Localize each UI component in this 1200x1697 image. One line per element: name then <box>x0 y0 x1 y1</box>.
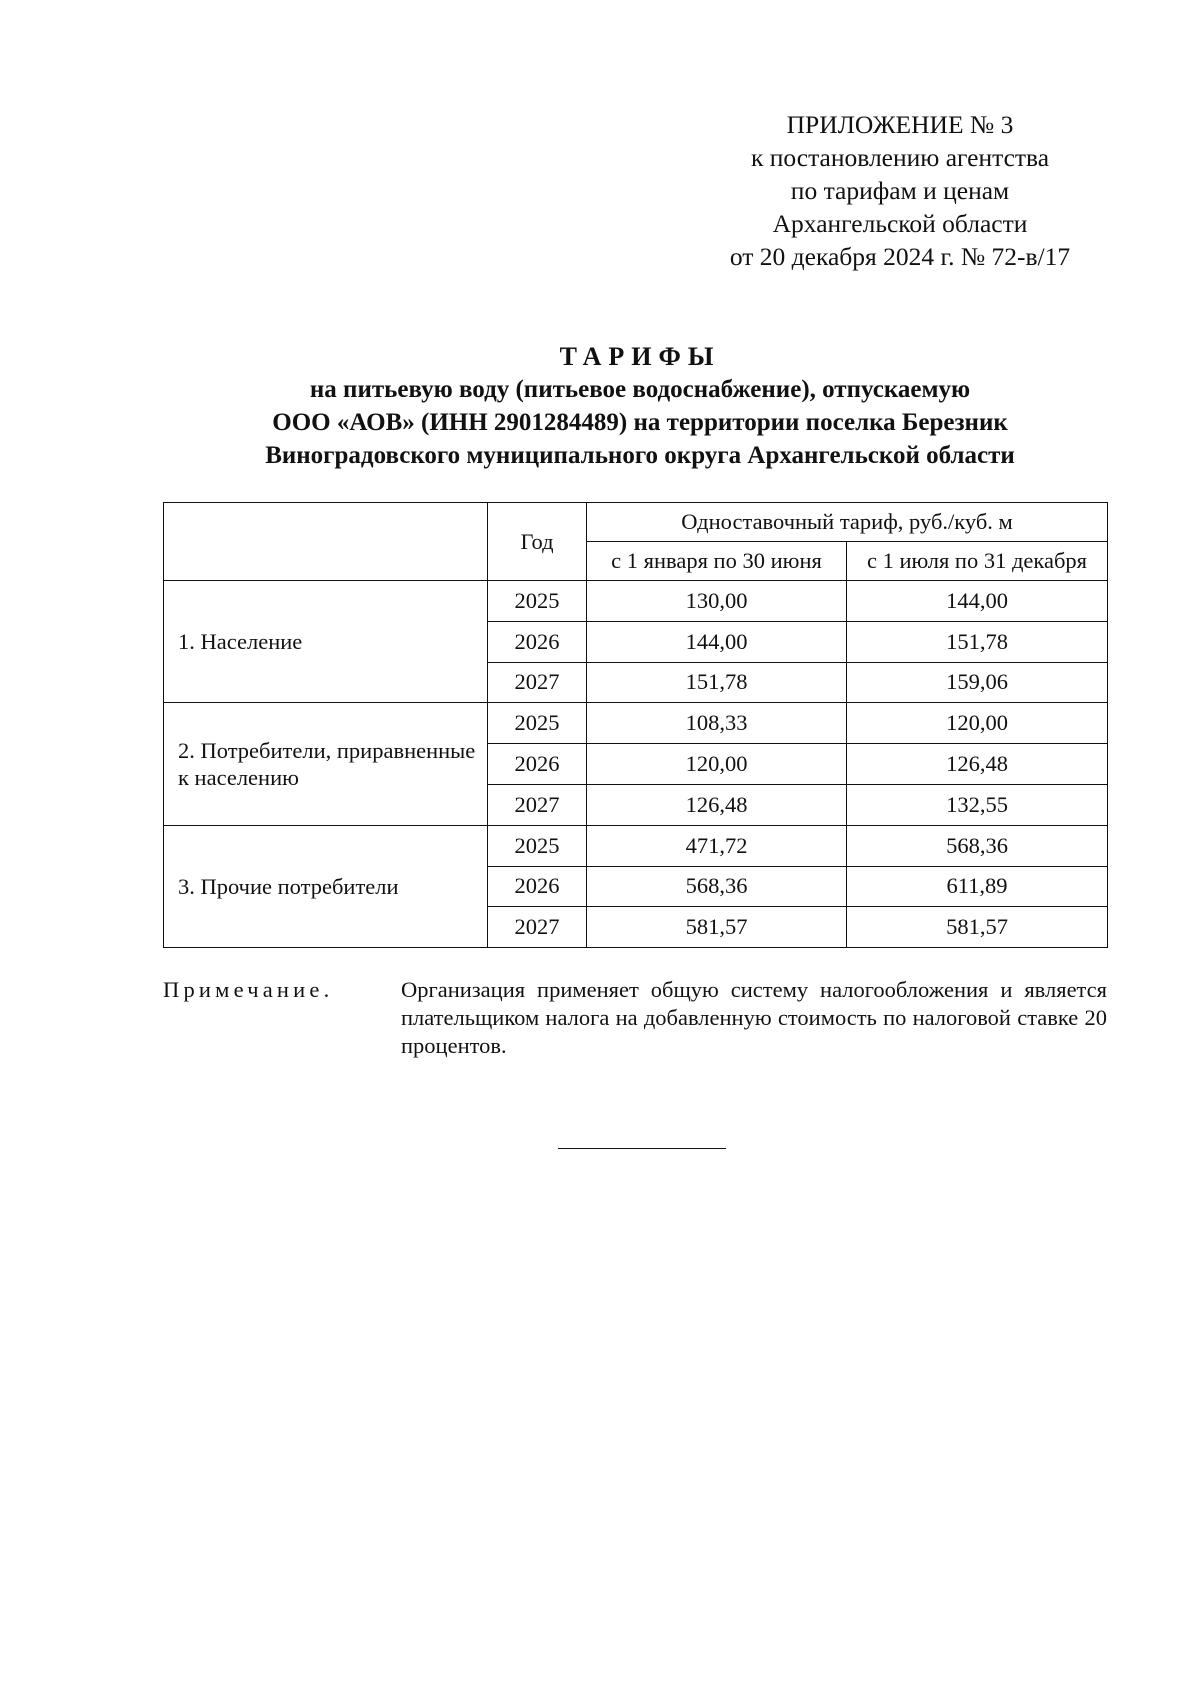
tariff-h1-cell: 568,36 <box>587 866 847 907</box>
header-year: Год <box>488 503 587 581</box>
year-cell: 2027 <box>488 907 587 948</box>
tariff-h2-cell: 132,55 <box>847 784 1108 825</box>
title-line-1: на питьевую воду (питьевое водоснабжение), отпускаемую <box>309 376 971 403</box>
header-tariff: Одноставочный тариф, руб./куб. м <box>587 503 1108 542</box>
consumer-group-cell: 2. Потребители, приравненные к населению <box>164 703 488 825</box>
end-divider-line <box>558 1148 726 1149</box>
table-row <box>164 825 1108 866</box>
title-main: ТАРИФЫ <box>559 342 721 371</box>
year-cell: 2027 <box>488 784 587 825</box>
appendix-line-3: по тарифам и ценам <box>790 176 1010 205</box>
tariff-table <box>163 502 1108 948</box>
consumer-group-cell: 3. Прочие потребители <box>164 825 488 947</box>
tariff-h2-cell: 611,89 <box>847 866 1108 907</box>
title-line-2: ООО «АОВ» (ИНН 2901284489) на территории поселка Березник <box>272 409 1008 436</box>
tariff-h1-cell: 130,00 <box>587 581 847 622</box>
tariff-h1-cell: 581,57 <box>587 907 847 948</box>
year-cell: 2026 <box>488 866 587 907</box>
year-cell: 2026 <box>488 621 587 662</box>
tariff-h1-cell: 144,00 <box>587 621 847 662</box>
tariff-h2-cell: 159,06 <box>847 662 1108 703</box>
tariff-h2-cell: 144,00 <box>847 581 1108 622</box>
tariff-h1-cell: 108,33 <box>587 703 847 744</box>
tariff-h1-cell: 120,00 <box>587 744 847 785</box>
header-period-1: с 1 января по 30 июня <box>587 542 847 581</box>
tariff-h2-cell: 568,36 <box>847 825 1108 866</box>
tariff-h2-cell: 126,48 <box>847 744 1108 785</box>
appendix-header <box>640 108 1160 273</box>
year-cell: 2025 <box>488 703 587 744</box>
appendix-line-1: ПРИЛОЖЕНИЕ № 3 <box>786 110 1014 139</box>
tariff-h2-cell: 151,78 <box>847 621 1108 662</box>
appendix-line-5: от 20 декабря 2024 г. № 72-в/17 <box>729 242 1071 271</box>
year-cell: 2025 <box>488 581 587 622</box>
table-body <box>164 581 1108 948</box>
appendix-line-2: к постановлению агентства <box>750 143 1050 172</box>
year-cell: 2025 <box>488 825 587 866</box>
appendix-line-4: Архангельской области <box>772 209 1028 238</box>
year-cell: 2026 <box>488 744 587 785</box>
consumer-group-cell: 1. Население <box>164 581 488 703</box>
table-row <box>164 581 1108 622</box>
title-line-3: Виноградовского муниципального округа Архангельской области <box>265 442 1015 469</box>
document-title <box>150 340 1130 472</box>
tariff-h2-cell: 581,57 <box>847 907 1108 948</box>
header-empty-cell <box>164 503 488 581</box>
tariff-h2-cell: 120,00 <box>847 703 1108 744</box>
table-row <box>164 703 1108 744</box>
tariff-h1-cell: 151,78 <box>587 662 847 703</box>
tariff-h1-cell: 126,48 <box>587 784 847 825</box>
table-header-row <box>164 503 1108 542</box>
note-label: Примечание. <box>163 977 334 1002</box>
note-text: Организация применяет общую систему налогообложения и является плательщиком налога на добавленную стоимость по налоговой ставке 20 процентов. <box>401 977 1107 1058</box>
header-period-2: с 1 июля по 31 декабря <box>847 542 1108 581</box>
tariff-h1-cell: 471,72 <box>587 825 847 866</box>
year-cell: 2027 <box>488 662 587 703</box>
